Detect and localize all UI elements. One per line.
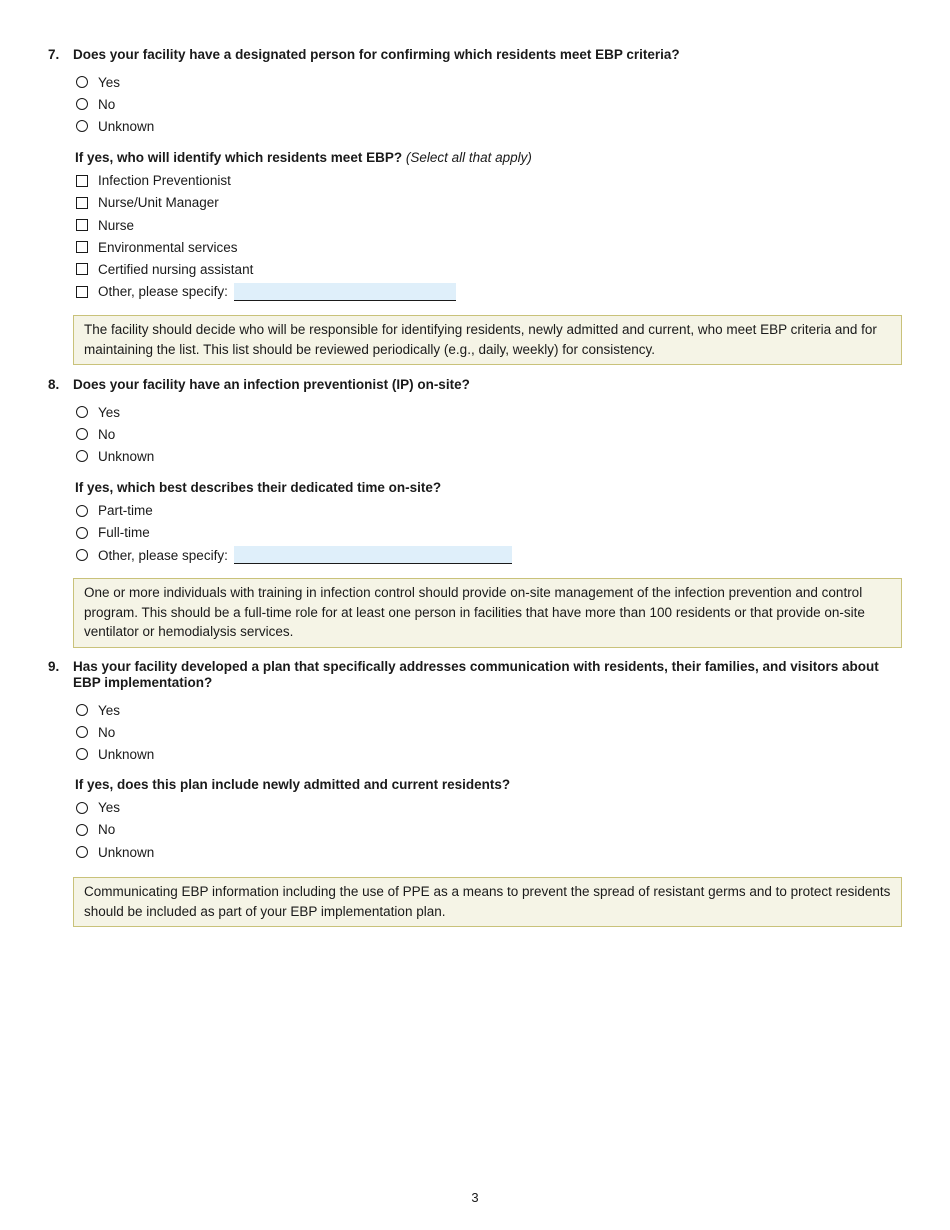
option-label: Infection Preventionist [98,173,231,189]
option-label: Other, please specify: [98,284,228,300]
radio-option-no[interactable] [76,721,903,743]
option-label: Nurse/Unit Manager [98,195,219,211]
checkbox-option[interactable] [76,170,903,192]
checkbox[interactable] [76,286,88,298]
radio-option-no[interactable] [76,423,903,445]
option-label: No [98,822,116,838]
radio-option-part-time[interactable] [76,500,903,522]
question-text: Does your facility have a designated person for confirming which residents meet EBP criteria? [73,47,680,62]
guidance-note: The facility should decide who will be responsible for identifying residents, newly admitted and current, who meet EBP criteria and for maintaining the list. This list should be reviewed periodically (e.g., daily, weekly) for consistency. [73,315,902,365]
checkbox-group [76,170,903,303]
option-label: Yes [98,702,121,718]
other-specify-field[interactable] [234,546,512,564]
checkbox-option[interactable] [76,258,903,280]
radio-group [76,71,903,138]
checkbox[interactable] [76,263,88,275]
option-label: Unknown [98,118,155,134]
checkbox-option[interactable] [76,214,903,236]
option-label: Nurse [98,217,135,233]
option-label: Certified nursing assistant [98,261,254,277]
radio-option-no[interactable] [76,93,903,115]
radio-group [76,699,903,766]
followup-question: If yes, which best describes their dedicated time on-site? [75,479,442,495]
other-specify-field[interactable] [234,283,456,301]
radio-group [76,797,903,864]
radio-button[interactable] [76,824,88,836]
radio-button[interactable] [76,406,88,418]
option-label: No [98,426,116,442]
radio-option-yes[interactable] [76,699,903,721]
followup-question: If yes, does this plan include newly admitted and current residents? [75,776,511,792]
checkbox-option-other[interactable] [76,281,903,303]
question-text: Has your facility developed a plan that specifically addresses communication with residents, their families, and visitors about EBP implementation? [73,659,879,690]
radio-option-full-time[interactable] [76,522,903,544]
checkbox[interactable] [76,241,88,253]
option-label: Unknown [98,448,155,464]
checkbox-option[interactable] [76,192,903,214]
followup-question: If yes, who will identify which residents meet EBP? (Select all that apply) [75,149,532,165]
radio-option-yes[interactable] [76,401,903,423]
radio-option-yes[interactable] [76,71,903,93]
guidance-note: Communicating EBP information including the use of PPE as a means to prevent the spread of resistant germs and to protect residents should be included as part of your EBP implementation plan. [73,877,902,927]
checkbox[interactable] [76,219,88,231]
question-number: 9. [48,659,60,674]
radio-button[interactable] [76,748,88,760]
radio-button[interactable] [76,450,88,462]
radio-option-yes[interactable] [76,797,903,819]
radio-button[interactable] [76,120,88,132]
radio-button[interactable] [76,505,88,517]
radio-option-other[interactable] [76,544,903,566]
option-label: Other, please specify: [98,547,228,563]
option-label: Yes [98,74,121,90]
option-label: No [98,96,116,112]
radio-button[interactable] [76,76,88,88]
radio-option-unknown[interactable] [76,841,903,863]
radio-button[interactable] [76,428,88,440]
option-label: Part-time [98,503,153,519]
radio-option-no[interactable] [76,819,903,841]
option-label: Unknown [98,746,155,762]
option-label: Yes [98,800,121,816]
question-7 [48,47,903,303]
radio-button[interactable] [76,726,88,738]
question-number: 7. [48,47,60,62]
followup-hint: (Select all that apply) [405,149,532,165]
radio-button[interactable] [76,802,88,814]
checkbox[interactable] [76,197,88,209]
checkbox-option[interactable] [76,236,903,258]
question-9 [48,659,903,863]
page-number: 3 [471,1190,479,1205]
question-text: Does your facility have an infection preventionist (IP) on-site? [73,377,470,392]
radio-option-unknown[interactable] [76,445,903,467]
radio-option-unknown[interactable] [76,743,903,765]
option-label: Unknown [98,844,155,860]
option-label: Full-time [98,525,150,541]
radio-group [76,401,903,468]
radio-button[interactable] [76,527,88,539]
radio-button[interactable] [76,98,88,110]
option-label: Environmental services [98,239,238,255]
guidance-note: One or more individuals with training in infection control should provide on-site management of the infection prevention and control program. This should be a full-time role for at least one person in facilities that have more than 100 residents or that provide on-site ventilator or hemodialysis services. [73,578,902,648]
radio-button[interactable] [76,549,88,561]
radio-group [76,500,903,567]
radio-button[interactable] [76,846,88,858]
option-label: No [98,724,116,740]
question-number: 8. [48,377,60,392]
radio-option-unknown[interactable] [76,115,903,137]
radio-button[interactable] [76,704,88,716]
checkbox[interactable] [76,175,88,187]
question-8 [48,377,903,566]
option-label: Yes [98,404,121,420]
